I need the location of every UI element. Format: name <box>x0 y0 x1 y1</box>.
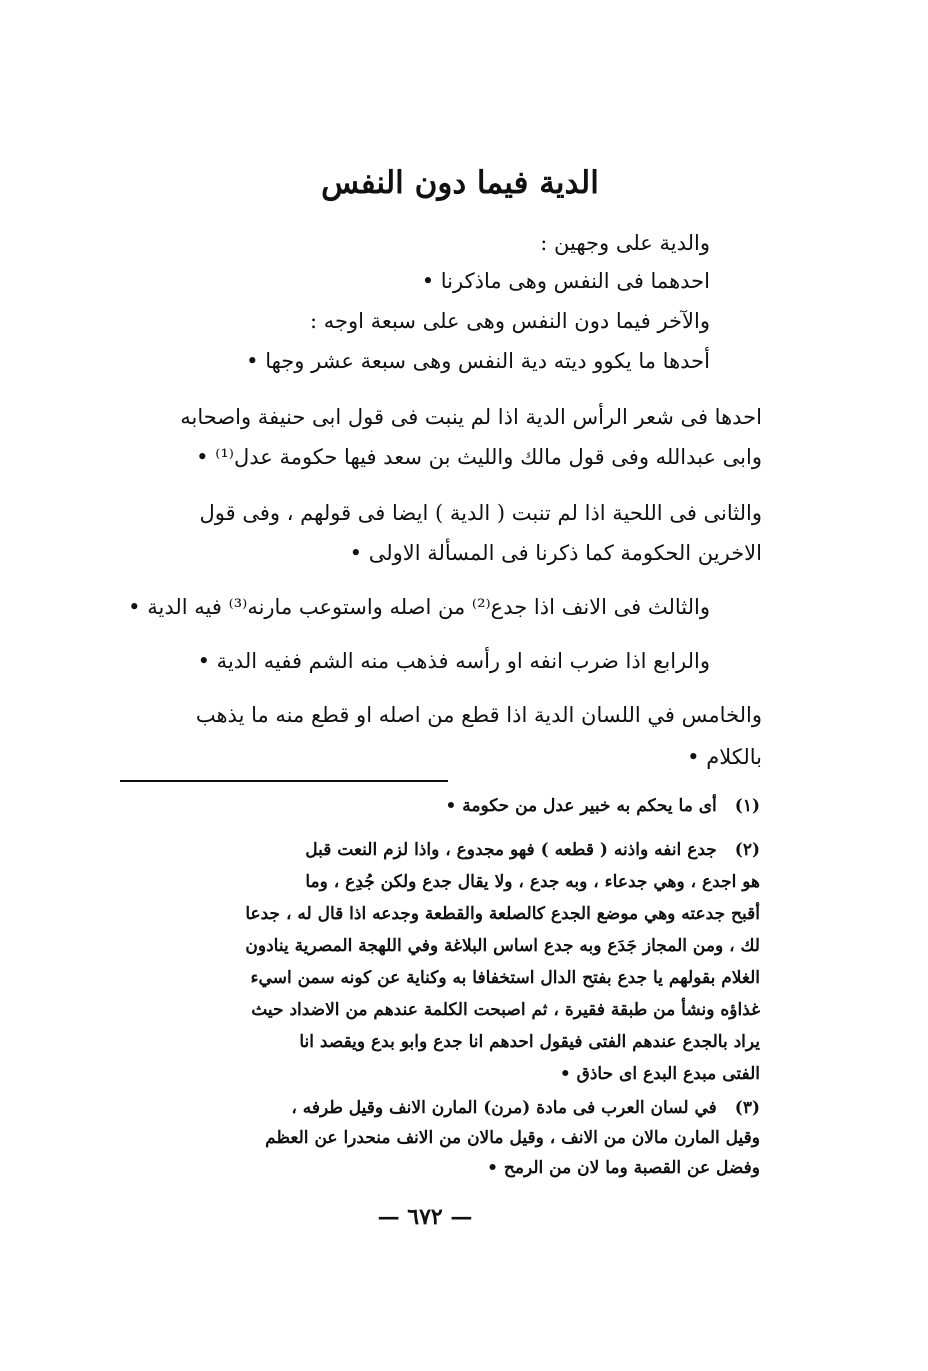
footnote-separator <box>120 780 448 782</box>
footnote-2-line: هو اجدع ، وهي جدعاء ، وبه جدع ، ولا يقال جدع ولكن جُدِع ، وما <box>305 872 760 892</box>
paragraph-5-line-2: بالكلام • <box>687 745 762 769</box>
paragraph-2-line-1: والثانى فى اللحية اذا لم تنبت ( الدية ) ايضا فى قولهم ، وفى قول <box>199 501 762 525</box>
intro-line: أحدها ما يكوو ديته دية النفس وهى سبعة عشر وجها • <box>246 349 710 373</box>
paragraph-3: والثالث فى الانف اذا جدع⁽²⁾ من اصله واستوعب مارنه⁽³⁾ فيه الدية • <box>128 595 710 619</box>
intro-line: والآخر فيما دون النفس وهى على سبعة اوجه : <box>309 309 710 333</box>
paragraph-1-line-1: احدها فى شعر الرأس الدية اذا لم ينبت فى قول ابى حنيفة واصحابه <box>180 405 762 429</box>
footnote-3-text: في لسان العرب فى مادة (مرن) المارن الانف وقيل طرفه ، <box>291 1098 717 1118</box>
paragraph-5-line-1: والخامس في اللسان الدية اذا قطع من اصله او قطع منه ما يذهب <box>195 703 762 727</box>
paragraph-4: والرابع اذا ضرب انفه او رأسه فذهب منه الشم ففيه الدية • <box>197 649 710 673</box>
footnote-2-line: الفتى مبدع البدع اى حاذق • <box>559 1064 760 1084</box>
footnote-1-number: (١) <box>734 796 760 816</box>
footnote-3-number: (٣) <box>734 1098 760 1118</box>
footnote-3-line: وقيل المارن مالان من الانف ، وقيل مالان من الانف منحدرا عن العظم <box>265 1128 760 1148</box>
footnote-2-line: لك ، ومن المجاز جَدَع وبه جدع اساس البلاغة وفي اللهجة المصرية ينادون <box>245 936 760 956</box>
footnote-3-line: وفضل عن القصبة وما لان من الرمح • <box>487 1158 760 1178</box>
footnote-2-line: غذاؤه ونشأ من طبقة فقيرة ، ثم اصبحت الكلمة عندهم من الاضداد حيث <box>251 1000 760 1020</box>
footnote-3-line <box>118 1094 760 1122</box>
paragraph-2-line-2: الاخرين الحكومة كما ذكرنا فى المسألة الاولى • <box>349 541 762 565</box>
footnote-2-text: جدع انفه واذنه ( قطعه ) فهو مجدوع ، واذا لزم النعت قبل <box>305 840 717 860</box>
footnote-1-text: أى ما يحكم به خبير عدل من حكومة • <box>445 796 717 816</box>
page-title: الدية فيما دون النفس <box>321 165 599 201</box>
page-number: — ٦٧٢ — <box>377 1204 473 1230</box>
footnote-2-line <box>118 836 760 864</box>
footnote-1 <box>118 792 760 820</box>
paragraph-1-line-2: وابى عبدالله وفى قول مالك والليث بن سعد فيها حكومة عدل⁽¹⁾ • <box>196 445 762 469</box>
footnote-2-line: الغلام بقولهم يا جدع بفتح الدال استخفافا به وكناية عن كونه سمن اسيء <box>250 968 760 988</box>
footnote-2-line: يراد بالجدع عندهم الفتى فيقول احدهم انا جدع وابو بدع ويقصد انا <box>299 1032 760 1052</box>
intro-line: احدهما فى النفس وهى ماذكرنا • <box>421 269 710 293</box>
intro-line: والدية على وجهين : <box>540 231 710 255</box>
footnote-2-number: (٢) <box>734 840 760 860</box>
footnote-2-line: أقبح جدعته وهي موضع الجدع كالصلعة والقطعة وجدعه اذا قال له ، جدعا <box>245 904 760 924</box>
